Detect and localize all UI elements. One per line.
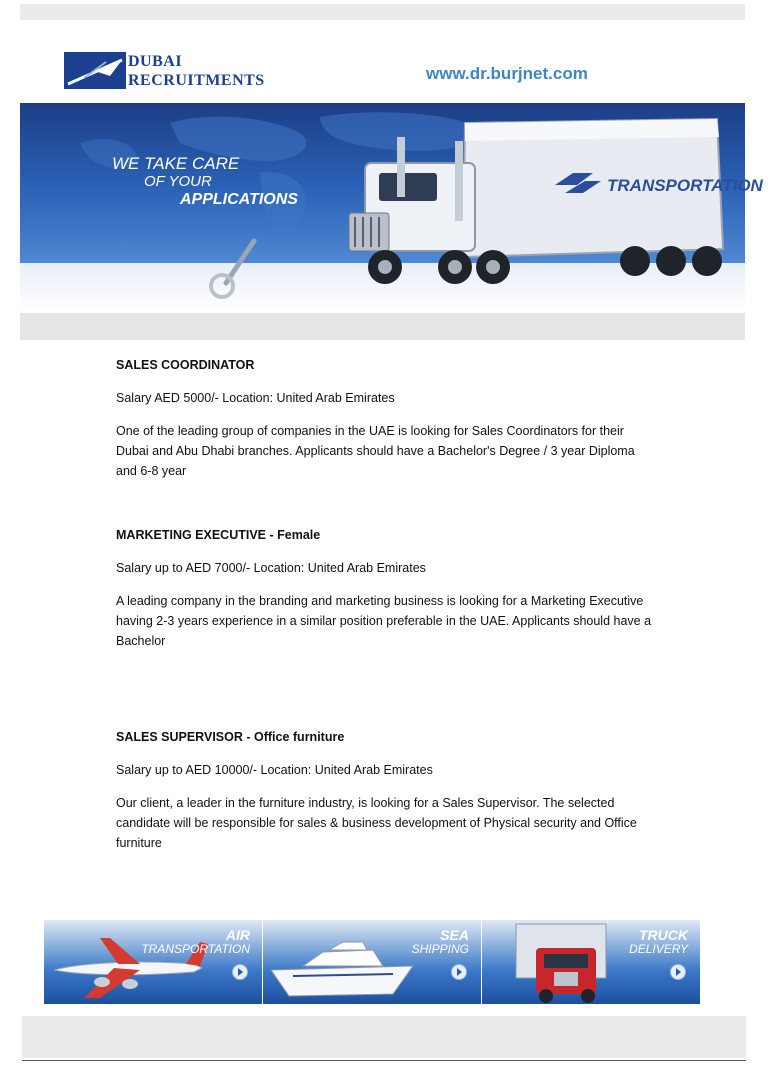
tagline-line-1: WE TAKE CARE	[112, 154, 240, 173]
website-link[interactable]: www.dr.burjnet.com	[426, 64, 588, 83]
job-description: Our client, a leader in the furniture industry, is looking for a Sales Supervisor. The selected candidate will be responsible for sales & business development of Physical security and Office furniture	[116, 796, 637, 850]
service-tile-sea[interactable]	[263, 920, 481, 1004]
job-salary: Salary up to AED 10000/- Location: United Arab Emirates	[116, 763, 433, 777]
job-title: MARKETING EXECUTIVE - Female	[116, 528, 321, 542]
tagline-line-3: APPLICATIONS	[180, 191, 298, 208]
service-label-sub: TRANSPORTATION	[141, 942, 250, 956]
job-listing	[116, 525, 656, 651]
logo-emblem-icon	[64, 52, 126, 89]
separator-band	[20, 313, 745, 340]
service-label	[412, 928, 469, 956]
chevron-right-icon[interactable]	[451, 964, 467, 980]
service-tile-truck[interactable]	[482, 920, 700, 1004]
service-label-sub: DELIVERY	[629, 942, 688, 956]
service-label-main: SEA	[440, 927, 469, 943]
job-title: SALES SUPERVISOR - Office furniture	[116, 730, 345, 744]
tagline-line-2: OF YOUR	[144, 173, 212, 190]
service-label-sub: SHIPPING	[411, 942, 469, 956]
job-listing	[116, 727, 656, 853]
truck-icon	[496, 920, 626, 1004]
company-logo[interactable]	[64, 52, 304, 92]
footer-band	[22, 1016, 746, 1058]
job-title: SALES COORDINATOR	[116, 358, 255, 372]
job-salary: Salary up to AED 7000/- Location: United Arab Emirates	[116, 561, 426, 575]
footer-rule	[22, 1060, 746, 1061]
service-label	[141, 928, 250, 956]
job-description: One of the leading group of companies in the UAE is looking for Sales Coordinators for their Dubai and Abu Dhabi branches. Applicants should have a Bachelor's Degree / 3 year Diploma and 6-8 year	[116, 424, 635, 478]
magnifier-icon	[206, 231, 266, 301]
trailer-transportation-label: TRANSPORTATION	[607, 176, 763, 195]
service-tile-air[interactable]	[44, 920, 262, 1004]
service-label-main: AIR	[225, 927, 250, 943]
service-label-main: TRUCK	[639, 927, 688, 943]
banner-tagline	[112, 155, 298, 209]
chevron-right-icon[interactable]	[670, 964, 686, 980]
service-tiles	[44, 920, 700, 1004]
job-salary: Salary AED 5000/- Location: United Arab Emirates	[116, 391, 395, 405]
logo-line-2: RECRUITMENTS	[128, 72, 265, 89]
truck-trailer-image	[345, 111, 763, 291]
chevron-right-icon[interactable]	[232, 964, 248, 980]
logo-wordmark	[128, 52, 265, 90]
ship-icon	[263, 920, 423, 1004]
job-listing	[116, 355, 656, 481]
logo-line-1: DUBAI	[128, 53, 183, 70]
job-description: A leading company in the branding and marketing business is looking for a Marketing Executive having 2-3 years experience in a similar position preferable in the UAE. Applicants should have a Bachelor	[116, 594, 652, 648]
top-band	[20, 4, 745, 20]
hero-banner	[20, 103, 763, 313]
service-label	[629, 928, 688, 956]
